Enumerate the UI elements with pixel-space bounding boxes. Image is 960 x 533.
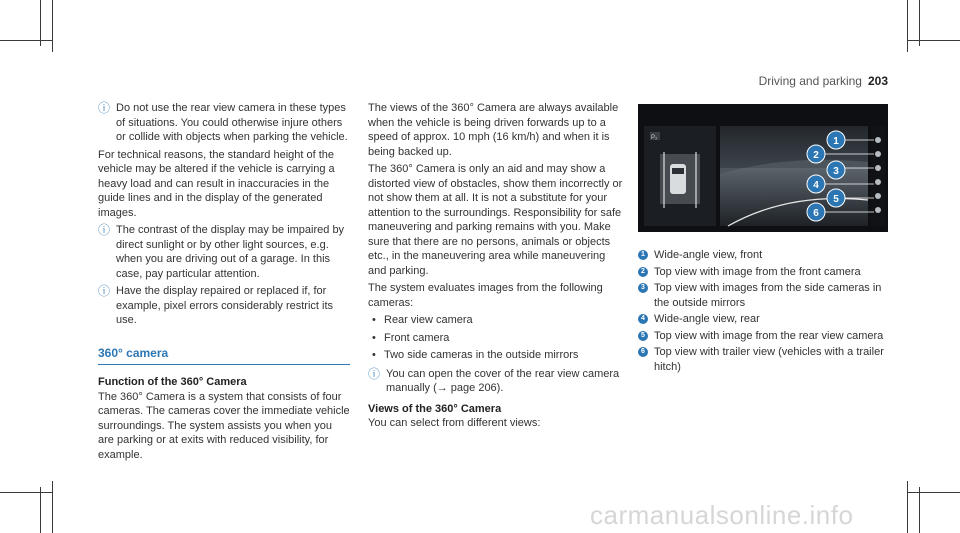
paragraph: The 360° Camera is only an aid and may show a distorted view of obstacles, show them incorrectly or not show them at all. It is not a substitute for your attention to the surroundings. Responsibility for safe maneuvering and parking remains with you. Make sure that there are no persons, animals or objects etc., in the maneuvering area while maneuvering and parking. [368, 163, 623, 277]
view-icon [875, 193, 881, 199]
crop-mark [907, 481, 908, 533]
legend-text: Top view with image from the front camera [654, 265, 861, 278]
crop-mark [40, 487, 41, 533]
paragraph: You can select from different views: [368, 417, 541, 429]
note [98, 284, 350, 328]
callout-number: 4 [813, 180, 819, 191]
crop-mark [907, 0, 908, 52]
view-icon [875, 165, 881, 171]
camera-display-illustration [638, 104, 888, 232]
paragraph: The system evaluates images from the following cameras: [368, 282, 603, 309]
paragraph: The views of the 360° Camera are always available when the vehicle is being driven forwards up to a speed of approx. 10 mph (16 km/h) and when it is being backed up. [368, 102, 619, 158]
list-item: • Rear view camera [368, 313, 624, 328]
camera-display-svg [638, 104, 888, 232]
list-item: • Two side cameras in the outside mirrors [368, 348, 624, 363]
legend-text: Top view with images from the side cameras in the outside mirrors [654, 282, 882, 309]
crop-mark [52, 0, 53, 52]
list-item: • Front camera [368, 331, 624, 346]
legend-text: Top view with image from the rear view camera [654, 329, 884, 342]
callout-number: 1 [833, 136, 839, 147]
note-text: The contrast of the display may be impaired by direct sunlight or by other light sources, e.g. when you are driving out of a garage. In this case, pay particular attention. [116, 224, 345, 280]
note [98, 101, 350, 145]
legend-number: 2 [638, 267, 648, 277]
corner-label: P₂ [651, 135, 658, 141]
info-icon: ⓘ [98, 284, 111, 298]
legend-text: Wide-angle view, rear [654, 313, 760, 325]
subheading: Views of the 360° Camera [368, 402, 502, 415]
note-text: You can open the cover of the rear view camera manually (→ page 206). [386, 367, 620, 394]
crop-mark [908, 40, 960, 41]
running-header [759, 74, 888, 88]
crop-mark [0, 492, 52, 493]
legend-item [638, 329, 888, 344]
legend-number: 5 [638, 331, 648, 341]
view-icon [875, 207, 881, 213]
subheading: Function of the 360° Camera [98, 376, 247, 388]
legend-item [638, 345, 888, 374]
info-icon: ⓘ [98, 223, 111, 237]
crop-mark [0, 40, 52, 41]
note [368, 367, 624, 396]
legend-number: 4 [638, 314, 648, 324]
view-icon [875, 151, 881, 157]
legend-number: 1 [638, 250, 648, 260]
callout-number: 2 [813, 150, 819, 161]
legend-item [638, 281, 888, 310]
crop-mark [919, 487, 920, 533]
paragraph: The 360° Camera is a system that consists of four cameras. The cameras cover the immediate vehicle surroundings. The system assists you when you are parking or at exits with reduced visibility, for example. [98, 390, 350, 461]
legend-number: 3 [638, 283, 648, 293]
legend-text: Wide-angle view, front [654, 249, 763, 261]
note-text: Do not use the rear view camera in these types of situations. You could otherwise injure others or collide with objects when parking the vehicle. [116, 102, 348, 143]
legend-item [638, 312, 888, 327]
note-text: Have the display repaired or replaced if, for example, pixel errors considerably restrict its use. [116, 285, 334, 326]
camera-list [368, 313, 624, 363]
header-section: Driving and parking [758, 74, 862, 88]
info-icon: ⓘ [368, 366, 381, 381]
legend-item [638, 248, 888, 263]
vehicle-windshield [672, 168, 684, 174]
view-legend [638, 248, 888, 376]
view-icon [875, 179, 881, 185]
legend-text: Top view with trailer view (vehicles with a trailer hitch) [654, 346, 884, 373]
column-middle [368, 101, 624, 434]
view-icon [875, 137, 881, 143]
camera-view-road [720, 168, 868, 226]
legend-number: 6 [638, 347, 648, 357]
section-title: 360° camera [98, 346, 350, 366]
callout-number: 6 [813, 208, 819, 219]
crop-mark [908, 492, 960, 493]
page-number: 203 [867, 74, 888, 88]
legend-item [638, 265, 888, 280]
watermark: carmanualsonline.info [590, 500, 854, 530]
callout-number: 3 [833, 166, 839, 177]
note [98, 223, 350, 281]
column-left [98, 101, 350, 465]
info-icon: ⓘ [98, 101, 111, 115]
crop-mark [52, 481, 53, 533]
callout-number: 5 [833, 194, 839, 205]
paragraph: For technical reasons, the standard height of the vehicle may be altered if the vehicle is carrying a heavy load and can result in inaccuracies in the guide lines and in the display of the generated images. [98, 148, 335, 219]
